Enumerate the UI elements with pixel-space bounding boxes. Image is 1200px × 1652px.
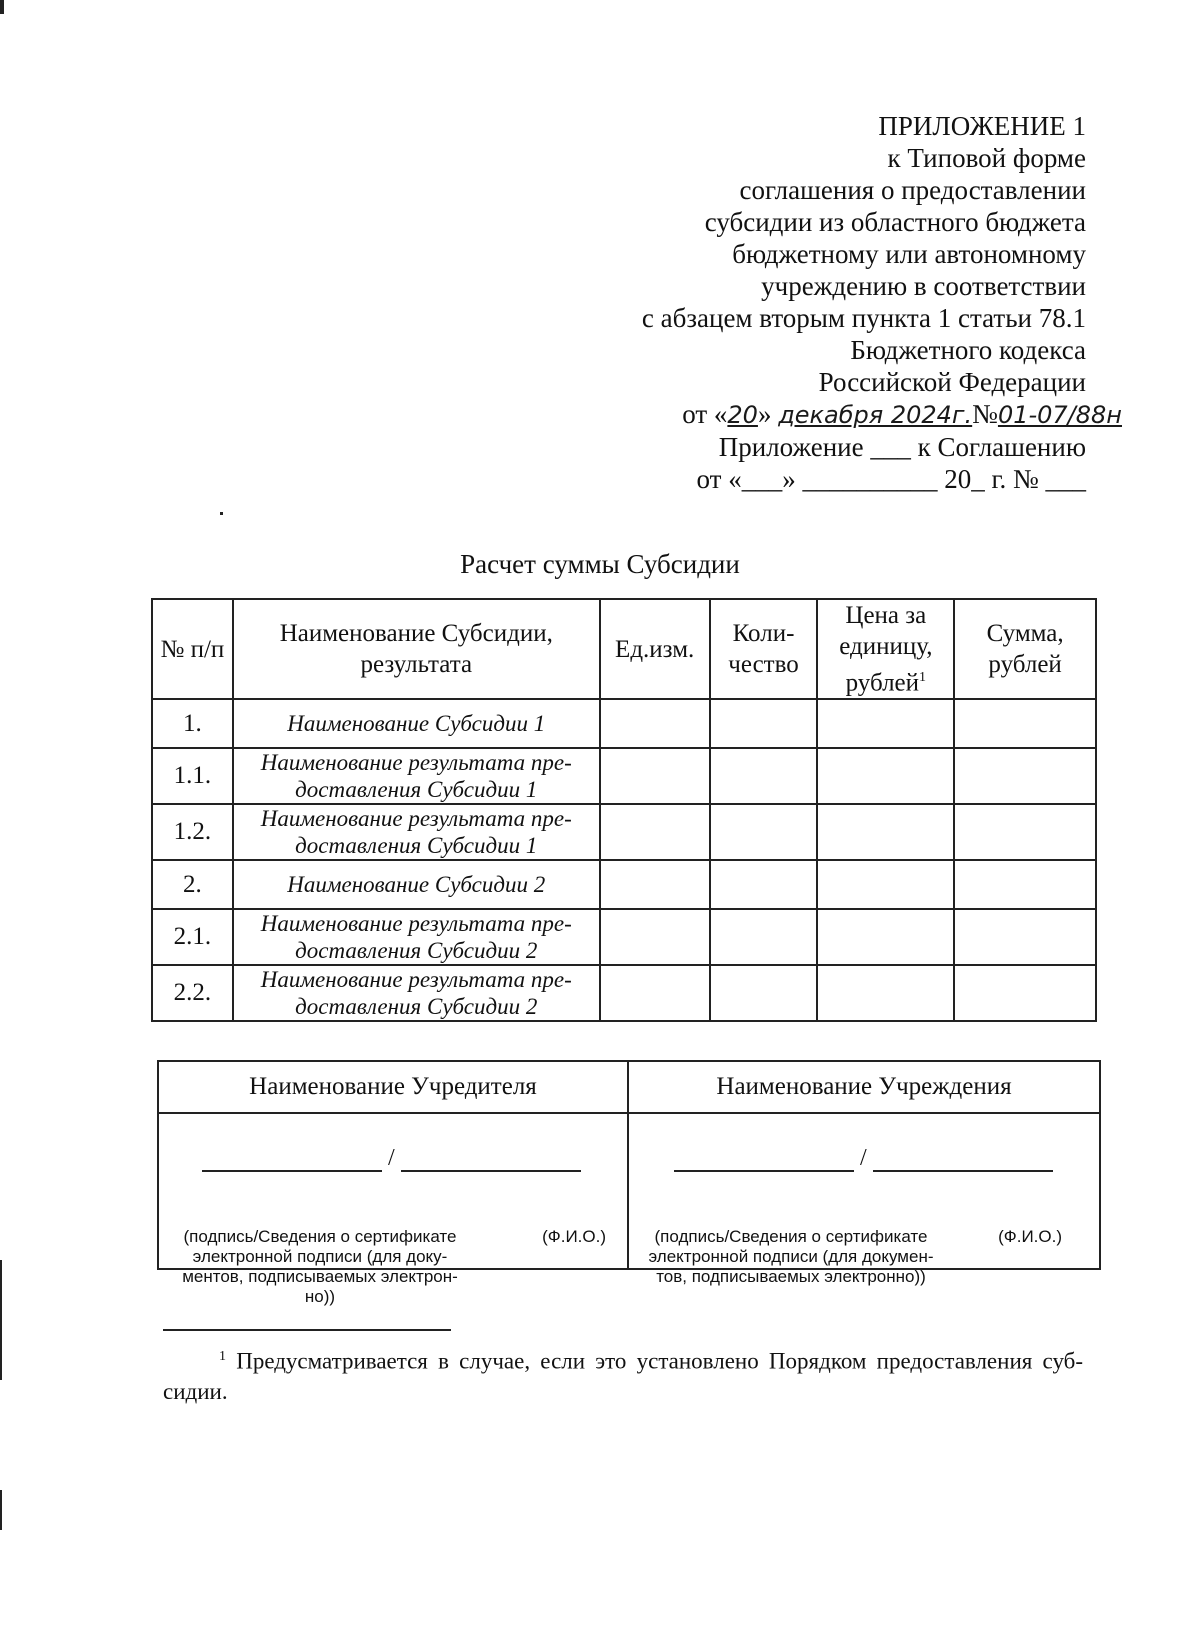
- order-number-handwritten: 01-07/88н: [997, 401, 1122, 429]
- order-prefix: от «: [682, 399, 728, 429]
- row-sum-cell[interactable]: [954, 909, 1096, 965]
- header-line: бюджетному или автономному: [732, 239, 1086, 269]
- signature-table: [157, 1060, 1101, 1306]
- col-price-label: Цена за единицу, рублей: [839, 602, 933, 697]
- table-row: [152, 699, 1096, 748]
- row-sum-cell[interactable]: [954, 965, 1096, 1021]
- table-row: [152, 965, 1096, 1021]
- row-qty-cell[interactable]: [710, 804, 818, 860]
- col-name-header: Наименование Субсидии, результата: [233, 599, 600, 699]
- header-line: Российской Федерации: [818, 367, 1086, 397]
- row-num: 2.1.: [152, 909, 233, 965]
- row-name: Наименование Субсидии 2: [233, 860, 600, 909]
- table-row: [152, 748, 1096, 804]
- row-name: Наименование результата пре-доставления Субсидии 2: [233, 909, 600, 965]
- scan-artifact: [0, 0, 4, 14]
- signature-row: [158, 1113, 1100, 1269]
- founder-title: Наименование Учредителя: [158, 1061, 628, 1113]
- row-qty-cell[interactable]: [710, 860, 818, 909]
- row-unit-cell[interactable]: [600, 909, 710, 965]
- row-qty-cell[interactable]: [710, 909, 818, 965]
- row-num: 1.: [152, 699, 233, 748]
- agreement-line: от «___» __________ 20_ г. № ___: [696, 464, 1086, 494]
- row-name: Наименование результата пре-доставления Субсидии 1: [233, 804, 600, 860]
- row-qty-cell[interactable]: [710, 965, 818, 1021]
- scan-artifact: [0, 1490, 2, 1530]
- table-row: [152, 860, 1096, 909]
- row-sum-cell[interactable]: [954, 860, 1096, 909]
- calc-table: [151, 598, 1097, 1022]
- institution-fio-caption: (Ф.И.О.): [998, 1227, 1062, 1246]
- order-date-handwritten: декабря 2024г.: [778, 401, 973, 429]
- row-qty-cell[interactable]: [710, 699, 818, 748]
- fio-blank[interactable]: [401, 1148, 581, 1172]
- order-mid: »: [757, 399, 772, 429]
- header-line: к Типовой форме: [887, 143, 1086, 173]
- footnote-ref: 1: [919, 670, 927, 685]
- calc-title: Расчет суммы Субсидии: [460, 549, 740, 579]
- col-unit-header: Ед.изм.: [600, 599, 710, 699]
- row-price-cell[interactable]: [817, 909, 954, 965]
- institution-signature-caption: (подпись/Сведения о сертификате электронной подписи (для докумен-тов, подписываемых электронно)): [648, 1227, 934, 1286]
- row-name: Наименование результата пре-доставления Субсидии 1: [233, 748, 600, 804]
- col-price-header: [817, 599, 954, 699]
- footnote-marker: 1: [219, 1349, 226, 1364]
- header-line: учреждению в соответствии: [761, 271, 1086, 301]
- header-line: субсидии из областного бюджета: [704, 207, 1086, 237]
- signature-slash: /: [388, 1145, 395, 1171]
- row-sum-cell[interactable]: [954, 804, 1096, 860]
- header-line: ПРИЛОЖЕНИЕ 1: [878, 111, 1086, 141]
- table-row: [152, 909, 1096, 965]
- founder-signature-cell: [158, 1113, 628, 1306]
- col-sum-header: Сумма, рублей: [954, 599, 1096, 699]
- row-num: 1.1.: [152, 748, 233, 804]
- row-unit-cell[interactable]: [600, 748, 710, 804]
- row-qty-cell[interactable]: [710, 748, 818, 804]
- row-name: Наименование Субсидии 1: [233, 699, 600, 748]
- row-unit-cell[interactable]: [600, 699, 710, 748]
- appendix-header: [641, 110, 1122, 495]
- row-num: 2.: [152, 860, 233, 909]
- appendix-line: Приложение ___ к Соглашению: [718, 432, 1086, 462]
- founder-signature-caption: (подпись/Сведения о сертификате электронной подписи (для доку-ментов, подписываемых электрон-но)): [182, 1227, 458, 1306]
- scan-artifact: [0, 1260, 2, 1380]
- row-price-cell[interactable]: [817, 748, 954, 804]
- fio-blank[interactable]: [873, 1148, 1053, 1172]
- table-row: [152, 804, 1096, 860]
- founder-signature-line[interactable]: [202, 1145, 581, 1172]
- institution-signature-cell: [628, 1113, 1100, 1286]
- footnote-text: Предусматривается в случае, если это установлено Порядком предоставления суб-сидии.: [163, 1348, 1084, 1404]
- signature-header-row: [158, 1061, 1100, 1113]
- row-sum-cell[interactable]: [954, 748, 1096, 804]
- col-num-header: № п/п: [152, 599, 233, 699]
- institution-title: Наименование Учреждения: [628, 1061, 1100, 1113]
- row-unit-cell[interactable]: [600, 965, 710, 1021]
- scan-artifact: [220, 512, 223, 515]
- signature-slash: /: [860, 1145, 867, 1171]
- row-price-cell[interactable]: [817, 860, 954, 909]
- header-line: соглашения о предоставлении: [739, 175, 1086, 205]
- row-unit-cell[interactable]: [600, 804, 710, 860]
- institution-signature-line[interactable]: [674, 1145, 1053, 1172]
- row-price-cell[interactable]: [817, 699, 954, 748]
- signature-blank[interactable]: [202, 1148, 382, 1172]
- header-line: Бюджетного кодекса: [850, 335, 1086, 365]
- row-price-cell[interactable]: [817, 965, 954, 1021]
- row-name: Наименование результата пре-доставления Субсидии 2: [233, 965, 600, 1021]
- order-line: [642, 398, 1122, 431]
- order-number-label: №: [972, 399, 998, 429]
- row-num: 1.2.: [152, 804, 233, 860]
- header-line: с абзацем вторым пункта 1 статьи 78.1: [641, 303, 1086, 333]
- row-num: 2.2.: [152, 965, 233, 1021]
- signature-blank[interactable]: [674, 1148, 854, 1172]
- footnote-divider: [163, 1329, 451, 1331]
- order-day-handwritten: 20: [727, 401, 758, 429]
- footnote: [163, 1342, 1083, 1407]
- table-header-row: [152, 599, 1096, 699]
- col-qty-header: Коли-чество: [710, 599, 818, 699]
- founder-fio-caption: (Ф.И.О.): [542, 1227, 606, 1246]
- row-price-cell[interactable]: [817, 804, 954, 860]
- row-unit-cell[interactable]: [600, 860, 710, 909]
- row-sum-cell[interactable]: [954, 699, 1096, 748]
